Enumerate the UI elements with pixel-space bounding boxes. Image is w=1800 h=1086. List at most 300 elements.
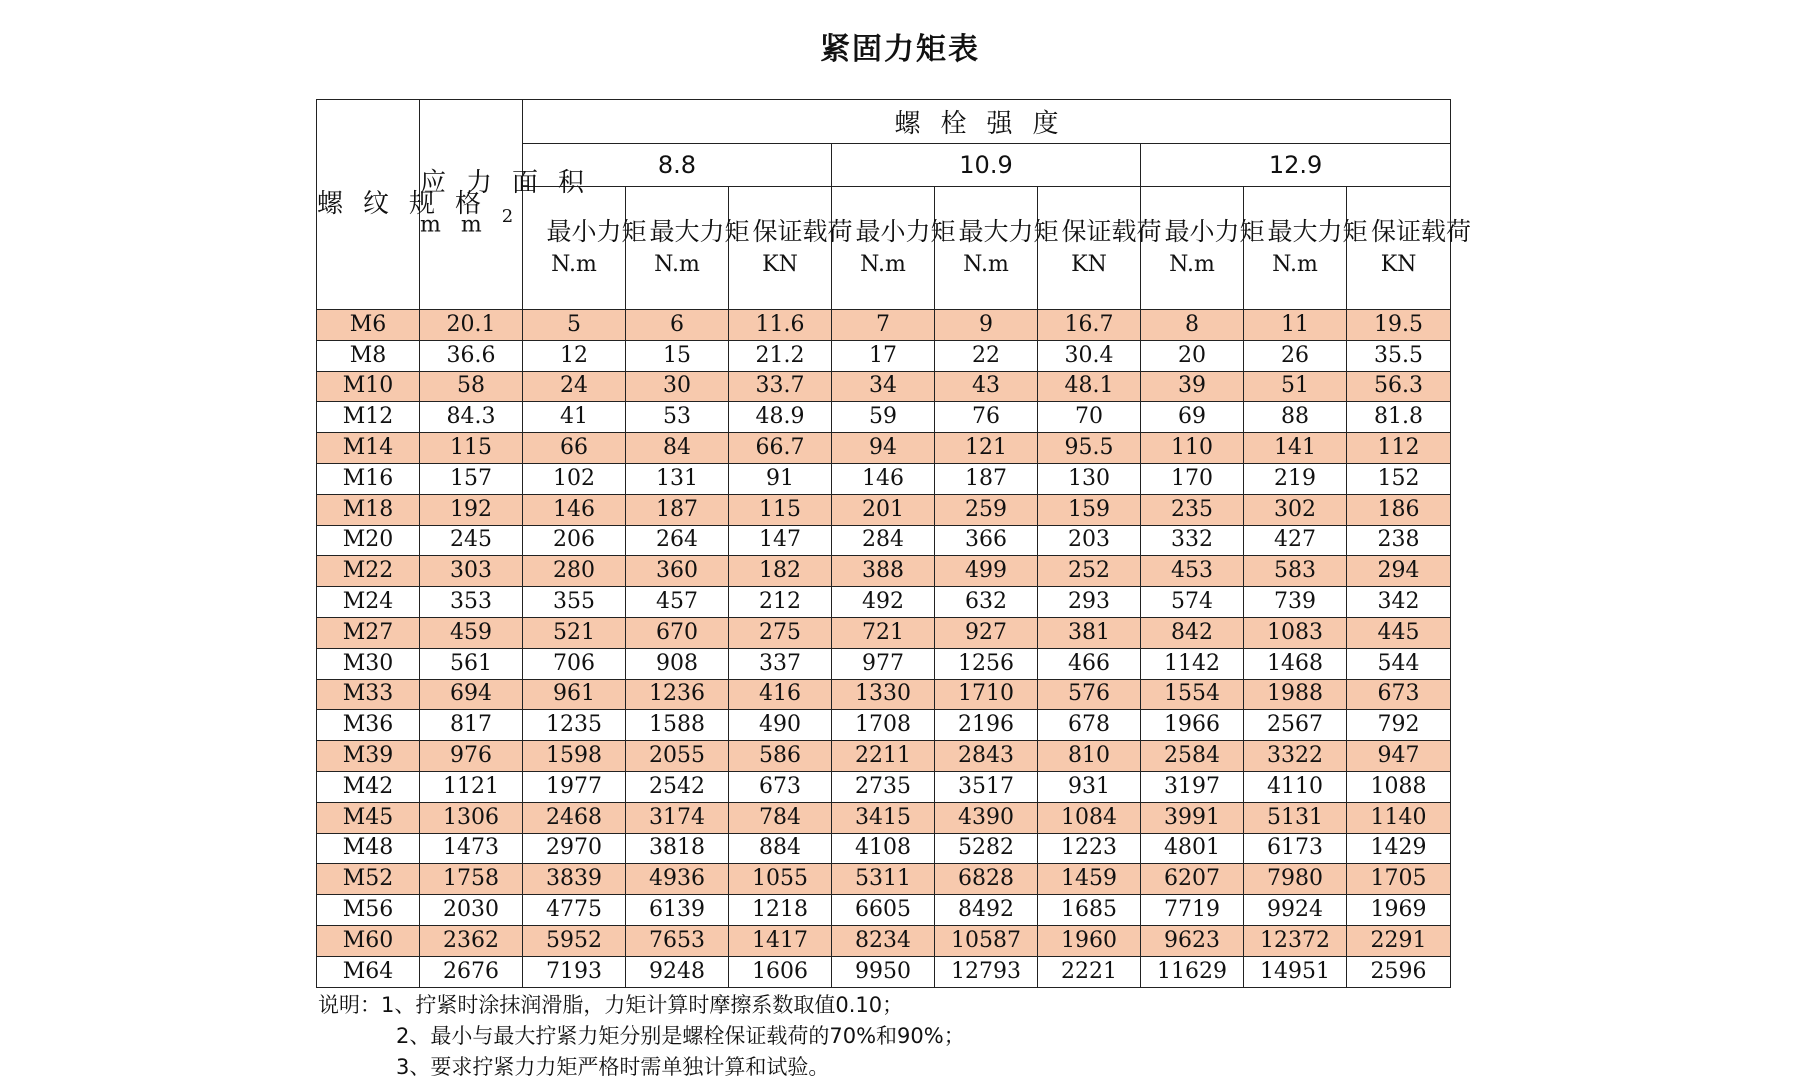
table-cell: 810 [1038, 741, 1141, 772]
table-cell: 1083 [1244, 617, 1347, 648]
table-cell: 26 [1244, 340, 1347, 371]
table-cell: 388 [832, 556, 935, 587]
table-cell: 453 [1141, 556, 1244, 587]
table-row [317, 679, 1451, 710]
thread-spec-cell: M6 [317, 310, 420, 341]
table-cell: 4108 [832, 833, 935, 864]
table-cell: 203 [1038, 525, 1141, 556]
table-cell: 792 [1347, 710, 1451, 741]
table-cell: 66 [523, 433, 626, 464]
table-cell: 58 [420, 371, 523, 402]
notes-prefix: 说明： [318, 993, 381, 1017]
table-cell: 342 [1347, 587, 1451, 618]
table-row [317, 802, 1451, 833]
grade-header-10-9: 10.9 [832, 144, 1141, 187]
table-cell: 7719 [1141, 895, 1244, 926]
sub-column-label: 最小力矩 [1164, 217, 1265, 246]
sub-column-unit: N.m [860, 252, 906, 277]
table-cell: 5952 [523, 925, 626, 956]
table-cell: 34 [832, 371, 935, 402]
table-cell: 17 [832, 340, 935, 371]
table-cell: 1977 [523, 771, 626, 802]
torque-table [316, 99, 1472, 988]
table-cell: 20.1 [420, 310, 523, 341]
table-cell: 21.2 [729, 340, 832, 371]
sub-column-unit: N.m [1169, 252, 1215, 277]
table-cell: 583 [1244, 556, 1347, 587]
table-row [317, 463, 1451, 494]
table-cell: 332 [1141, 525, 1244, 556]
table-cell: 561 [420, 648, 523, 679]
table-cell: 30 [626, 371, 729, 402]
note-item: 3、要求拧紧力力矩严格时需单独计算和试验。 [396, 1055, 830, 1079]
table-cell: 39 [1141, 371, 1244, 402]
table-cell: 131 [626, 463, 729, 494]
table-cell: 908 [626, 648, 729, 679]
sub-column-header [1141, 187, 1265, 310]
table-cell: 1758 [420, 864, 523, 895]
table-cell: 2567 [1244, 710, 1347, 741]
thread-spec-cell: M24 [317, 587, 420, 618]
table-cell: 2211 [832, 741, 935, 772]
thread-spec-cell: M52 [317, 864, 420, 895]
table-cell: 3991 [1141, 802, 1244, 833]
table-cell: 2542 [626, 771, 729, 802]
table-cell: 2196 [935, 710, 1038, 741]
table-cell: 1606 [729, 956, 832, 987]
table-cell: 12 [523, 340, 626, 371]
table-cell: 76 [935, 402, 1038, 433]
table-cell: 70 [1038, 402, 1141, 433]
table-cell: 2970 [523, 833, 626, 864]
thread-spec-cell: M33 [317, 679, 420, 710]
thread-spec-cell: M39 [317, 741, 420, 772]
table-cell: 5311 [832, 864, 935, 895]
table-cell: 2468 [523, 802, 626, 833]
table-cell: 2291 [1347, 925, 1451, 956]
table-cell: 157 [420, 463, 523, 494]
thread-spec-cell: M36 [317, 710, 420, 741]
table-cell: 1588 [626, 710, 729, 741]
table-cell: 1705 [1347, 864, 1451, 895]
table-cell: 961 [523, 679, 626, 710]
thread-spec-cell: M14 [317, 433, 420, 464]
table-cell: 186 [1347, 494, 1451, 525]
table-cell: 544 [1347, 648, 1451, 679]
table-cell: 8 [1141, 310, 1244, 341]
table-cell: 6 [626, 310, 729, 341]
table-cell: 706 [523, 648, 626, 679]
grade-header-8-8: 8.8 [523, 144, 832, 187]
table-cell: 2221 [1038, 956, 1141, 987]
table-cell: 15 [626, 340, 729, 371]
table-cell: 130 [1038, 463, 1141, 494]
table-cell: 91 [729, 463, 832, 494]
thread-spec-cell: M12 [317, 402, 420, 433]
table-cell: 842 [1141, 617, 1244, 648]
table-cell: 121 [935, 433, 1038, 464]
table-cell: 201 [832, 494, 935, 525]
table-cell: 59 [832, 402, 935, 433]
table-row [317, 371, 1451, 402]
table-cell: 466 [1038, 648, 1141, 679]
thread-spec-cell: M27 [317, 617, 420, 648]
thread-spec-cell: M30 [317, 648, 420, 679]
table-cell: 1142 [1141, 648, 1244, 679]
table-cell: 8492 [935, 895, 1038, 926]
table-cell: 1459 [1038, 864, 1141, 895]
table-cell: 16.7 [1038, 310, 1141, 341]
table-row [317, 771, 1451, 802]
table-cell: 81.8 [1347, 402, 1451, 433]
table-cell: 673 [729, 771, 832, 802]
table-cell: 84.3 [420, 402, 523, 433]
thread-spec-cell: M60 [317, 925, 420, 956]
thread-spec-cell: M20 [317, 525, 420, 556]
table-cell: 33.7 [729, 371, 832, 402]
table-cell: 2735 [832, 771, 935, 802]
table-cell: 4936 [626, 864, 729, 895]
thread-spec-cell: M48 [317, 833, 420, 864]
sub-column-label: 最大力矩 [1267, 217, 1368, 246]
table-cell: 9950 [832, 956, 935, 987]
sub-column-header [626, 187, 750, 310]
table-cell: 931 [1038, 771, 1141, 802]
table-cell: 1417 [729, 925, 832, 956]
table-cell: 22 [935, 340, 1038, 371]
table-cell: 6605 [832, 895, 935, 926]
table-cell: 947 [1347, 741, 1451, 772]
table-cell: 19.5 [1347, 310, 1451, 341]
table-row [317, 741, 1451, 772]
table-cell: 3322 [1244, 741, 1347, 772]
table-row [317, 587, 1451, 618]
table-row [317, 340, 1451, 371]
table-cell: 670 [626, 617, 729, 648]
table-cell: 66.7 [729, 433, 832, 464]
table-cell: 4110 [1244, 771, 1347, 802]
table-cell: 1218 [729, 895, 832, 926]
table-cell: 170 [1141, 463, 1244, 494]
table-cell: 115 [420, 433, 523, 464]
table-cell: 212 [729, 587, 832, 618]
table-cell: 1330 [832, 679, 935, 710]
table-cell: 152 [1347, 463, 1451, 494]
table-cell: 1710 [935, 679, 1038, 710]
table-cell: 7653 [626, 925, 729, 956]
note-item: 2、最小与最大拧紧力矩分别是螺栓保证载荷的70%和90%； [396, 1024, 965, 1048]
bolt-strength-header: 螺栓强度 [523, 100, 1451, 144]
table-cell: 2030 [420, 895, 523, 926]
thread-spec-cell: M56 [317, 895, 420, 926]
table-cell: 30.4 [1038, 340, 1141, 371]
table-cell: 2676 [420, 956, 523, 987]
table-cell: 235 [1141, 494, 1244, 525]
table-cell: 9924 [1244, 895, 1347, 926]
table-row [317, 864, 1451, 895]
table-cell: 41 [523, 402, 626, 433]
table-cell: 5 [523, 310, 626, 341]
sub-column-unit: N.m [963, 252, 1009, 277]
table-cell: 492 [832, 587, 935, 618]
table-cell: 1468 [1244, 648, 1347, 679]
thread-spec-cell: M22 [317, 556, 420, 587]
table-cell: 141 [1244, 433, 1347, 464]
sub-column-label: 最大力矩 [649, 217, 750, 246]
table-cell: 11 [1244, 310, 1347, 341]
table-cell: 110 [1141, 433, 1244, 464]
table-cell: 2843 [935, 741, 1038, 772]
table-cell: 35.5 [1347, 340, 1451, 371]
table-cell: 147 [729, 525, 832, 556]
table-cell: 187 [935, 463, 1038, 494]
table-cell: 182 [729, 556, 832, 587]
sub-column-unit: N.m [551, 252, 597, 277]
table-cell: 11.6 [729, 310, 832, 341]
table-cell: 499 [935, 556, 1038, 587]
table-cell: 977 [832, 648, 935, 679]
sub-column-label: 保证载荷 [752, 217, 853, 246]
table-cell: 192 [420, 494, 523, 525]
table-row [317, 833, 1451, 864]
table-cell: 817 [420, 710, 523, 741]
table-cell: 678 [1038, 710, 1141, 741]
table-cell: 3197 [1141, 771, 1244, 802]
table-cell: 1306 [420, 802, 523, 833]
table-cell: 146 [832, 463, 935, 494]
table-cell: 1055 [729, 864, 832, 895]
table-cell: 3415 [832, 802, 935, 833]
area-unit-superscript: 2 [501, 206, 534, 228]
sub-column-header [1347, 187, 1472, 310]
table-cell: 2584 [1141, 741, 1244, 772]
table-cell: 1223 [1038, 833, 1141, 864]
page-title: 紧固力矩表 [820, 32, 980, 67]
table-cell: 3839 [523, 864, 626, 895]
table-cell: 6139 [626, 895, 729, 926]
table-cell: 1966 [1141, 710, 1244, 741]
sub-column-unit: N.m [654, 252, 700, 277]
thread-spec-cell: M42 [317, 771, 420, 802]
table-cell: 3517 [935, 771, 1038, 802]
table-cell: 51 [1244, 371, 1347, 402]
table-cell: 219 [1244, 463, 1347, 494]
table-row [317, 525, 1451, 556]
table-cell: 94 [832, 433, 935, 464]
table-cell: 11629 [1141, 956, 1244, 987]
table-cell: 445 [1347, 617, 1451, 648]
spec-column-header: 螺纹规格 [317, 100, 420, 310]
table-cell: 187 [626, 494, 729, 525]
table-cell: 7980 [1244, 864, 1347, 895]
table-cell: 56.3 [1347, 371, 1451, 402]
table-cell: 252 [1038, 556, 1141, 587]
table-cell: 366 [935, 525, 1038, 556]
sub-column-label: 最小力矩 [546, 217, 647, 246]
table-cell: 784 [729, 802, 832, 833]
table-cell: 1969 [1347, 895, 1451, 926]
table-cell: 84 [626, 433, 729, 464]
table-row [317, 402, 1451, 433]
table-cell: 20 [1141, 340, 1244, 371]
table-cell: 12372 [1244, 925, 1347, 956]
thread-spec-cell: M45 [317, 802, 420, 833]
table-cell: 574 [1141, 587, 1244, 618]
sub-column-label: 最小力矩 [855, 217, 956, 246]
table-cell: 694 [420, 679, 523, 710]
sub-column-unit: N.m [1272, 252, 1318, 277]
table-cell: 1429 [1347, 833, 1451, 864]
table-cell: 48.9 [729, 402, 832, 433]
grade-header-12-9: 12.9 [1141, 144, 1451, 187]
table-cell: 927 [935, 617, 1038, 648]
table-row [317, 433, 1451, 464]
sub-column-label: 最大力矩 [958, 217, 1059, 246]
sub-column-header [935, 187, 1059, 310]
table-cell: 24 [523, 371, 626, 402]
thread-spec-cell: M8 [317, 340, 420, 371]
table-cell: 264 [626, 525, 729, 556]
table-cell: 2362 [420, 925, 523, 956]
table-cell: 2596 [1347, 956, 1451, 987]
table-row [317, 895, 1451, 926]
table-row [317, 925, 1451, 956]
table-cell: 88 [1244, 402, 1347, 433]
table-cell: 673 [1347, 679, 1451, 710]
table-cell: 1960 [1038, 925, 1141, 956]
table-cell: 12793 [935, 956, 1038, 987]
table-cell: 9 [935, 310, 1038, 341]
table-cell: 293 [1038, 587, 1141, 618]
sub-column-header [523, 187, 647, 310]
table-cell: 6207 [1141, 864, 1244, 895]
table-cell: 303 [420, 556, 523, 587]
table-cell: 4775 [523, 895, 626, 926]
thread-spec-cell: M64 [317, 956, 420, 987]
table-cell: 632 [935, 587, 1038, 618]
table-cell: 521 [523, 617, 626, 648]
table-cell: 102 [523, 463, 626, 494]
thread-spec-cell: M16 [317, 463, 420, 494]
table-cell: 9623 [1141, 925, 1244, 956]
table-cell: 238 [1347, 525, 1451, 556]
sub-column-label: 保证载荷 [1061, 217, 1162, 246]
table-cell: 360 [626, 556, 729, 587]
table-cell: 7193 [523, 956, 626, 987]
table-cell: 259 [935, 494, 1038, 525]
sub-column-header [1244, 187, 1368, 310]
table-cell: 36.6 [420, 340, 523, 371]
sub-column-unit: KN [1071, 252, 1107, 277]
table-cell: 427 [1244, 525, 1347, 556]
table-cell: 1088 [1347, 771, 1451, 802]
table-cell: 284 [832, 525, 935, 556]
table-cell: 4390 [935, 802, 1038, 833]
table-cell: 280 [523, 556, 626, 587]
table-cell: 1554 [1141, 679, 1244, 710]
table-cell: 6173 [1244, 833, 1347, 864]
thread-spec-cell: M18 [317, 494, 420, 525]
table-cell: 115 [729, 494, 832, 525]
table-cell: 4801 [1141, 833, 1244, 864]
table-cell: 1708 [832, 710, 935, 741]
table-cell: 1256 [935, 648, 1038, 679]
table-cell: 43 [935, 371, 1038, 402]
table-cell: 159 [1038, 494, 1141, 525]
table-row [317, 956, 1451, 987]
table-cell: 14951 [1244, 956, 1347, 987]
table-row [317, 710, 1451, 741]
table-cell: 9248 [626, 956, 729, 987]
area-unit: mm [420, 212, 502, 238]
table-cell: 739 [1244, 587, 1347, 618]
table-cell: 586 [729, 741, 832, 772]
sub-column-label: 保证载荷 [1371, 217, 1472, 246]
table-cell: 302 [1244, 494, 1347, 525]
table-cell: 976 [420, 741, 523, 772]
sub-column-unit: KN [1380, 252, 1417, 277]
table-cell: 1598 [523, 741, 626, 772]
table-cell: 381 [1038, 617, 1141, 648]
sub-column-unit: KN [762, 252, 798, 277]
table-cell: 457 [626, 587, 729, 618]
table-cell: 576 [1038, 679, 1141, 710]
table-cell: 8234 [832, 925, 935, 956]
table-cell: 10587 [935, 925, 1038, 956]
table-cell: 48.1 [1038, 371, 1141, 402]
area-column-label: 应力面积 [420, 168, 605, 199]
note-item: 1、拧紧时涂抹润滑脂，力矩计算时摩擦系数取值0.10； [381, 993, 904, 1017]
table-cell: 206 [523, 525, 626, 556]
table-cell: 1235 [523, 710, 626, 741]
table-cell: 2055 [626, 741, 729, 772]
table-cell: 1685 [1038, 895, 1141, 926]
table-cell: 1121 [420, 771, 523, 802]
table-cell: 884 [729, 833, 832, 864]
sub-column-header [832, 187, 956, 310]
table-row [317, 556, 1451, 587]
table-row [317, 648, 1451, 679]
table-cell: 459 [420, 617, 523, 648]
table-cell: 337 [729, 648, 832, 679]
table-cell: 1084 [1038, 802, 1141, 833]
table-cell: 7 [832, 310, 935, 341]
table-cell: 69 [1141, 402, 1244, 433]
sub-column-header [1038, 187, 1162, 310]
table-cell: 490 [729, 710, 832, 741]
table-row [317, 617, 1451, 648]
table-cell: 3818 [626, 833, 729, 864]
table-cell: 112 [1347, 433, 1451, 464]
sub-column-header [729, 187, 853, 310]
table-cell: 146 [523, 494, 626, 525]
table-cell: 353 [420, 587, 523, 618]
table-cell: 5282 [935, 833, 1038, 864]
table-cell: 1988 [1244, 679, 1347, 710]
table-cell: 245 [420, 525, 523, 556]
table-cell: 275 [729, 617, 832, 648]
table-cell: 95.5 [1038, 433, 1141, 464]
table-cell: 1473 [420, 833, 523, 864]
table-cell: 1236 [626, 679, 729, 710]
table-cell: 416 [729, 679, 832, 710]
table-row [317, 310, 1451, 341]
table-row [317, 494, 1451, 525]
table-cell: 721 [832, 617, 935, 648]
table-cell: 355 [523, 587, 626, 618]
notes [318, 990, 965, 1083]
table-cell: 294 [1347, 556, 1451, 587]
